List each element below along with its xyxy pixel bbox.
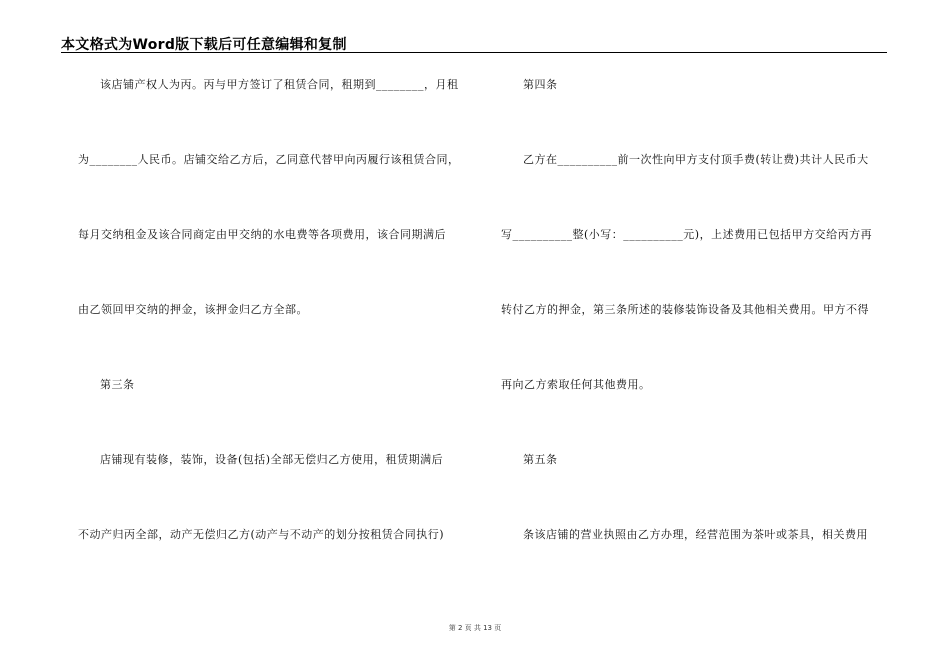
paragraph-line: 转付乙方的押金，第三条所述的装修装饰设备及其他相关费用。甲方不得 xyxy=(501,303,869,316)
section-heading: 第五条 xyxy=(523,453,558,466)
paragraph-line: 由乙领回甲交纳的押金，该押金归乙方全部。 xyxy=(78,303,308,316)
paragraph-line: 每月交纳租金及该合同商定由甲交纳的水电费等各项费用，该合同期满后 xyxy=(78,228,446,241)
right-column xyxy=(501,0,889,672)
paragraph-line: 该店铺产权人为丙。丙与甲方签订了租赁合同，租期到________，月租 xyxy=(100,78,459,91)
document-header-title: 本文格式为Word版下载后可任意编辑和复制 xyxy=(61,37,347,53)
section-heading: 第四条 xyxy=(523,78,558,91)
section-heading: 第三条 xyxy=(100,378,135,391)
paragraph-line: 为________人民币。店铺交给乙方后，乙同意代替甲向丙履行该租赁合同， xyxy=(78,153,460,166)
paragraph-line: 乙方在__________前一次性向甲方支付顶手费(转让费)共计人民币大 xyxy=(523,153,869,166)
paragraph-line: 写__________整(小写：__________元)，上述费用已包括甲方交给丙方再 xyxy=(501,228,873,241)
paragraph-line: 再向乙方索取任何其他费用。 xyxy=(501,378,651,391)
left-column xyxy=(78,0,470,672)
paragraph-line: 不动产归丙全部，动产无偿归乙方(动产与不动产的划分按租赁合同执行) xyxy=(78,528,445,541)
page-number-footer: 第 2 页 共 13 页 xyxy=(448,624,502,632)
paragraph-line: 店铺现有装修，装饰，设备(包括)全部无偿归乙方使用，租赁期满后 xyxy=(100,453,444,466)
paragraph-line: 条该店铺的营业执照由乙方办理，经营范围为茶叶或茶具，相关费用 xyxy=(523,528,868,541)
